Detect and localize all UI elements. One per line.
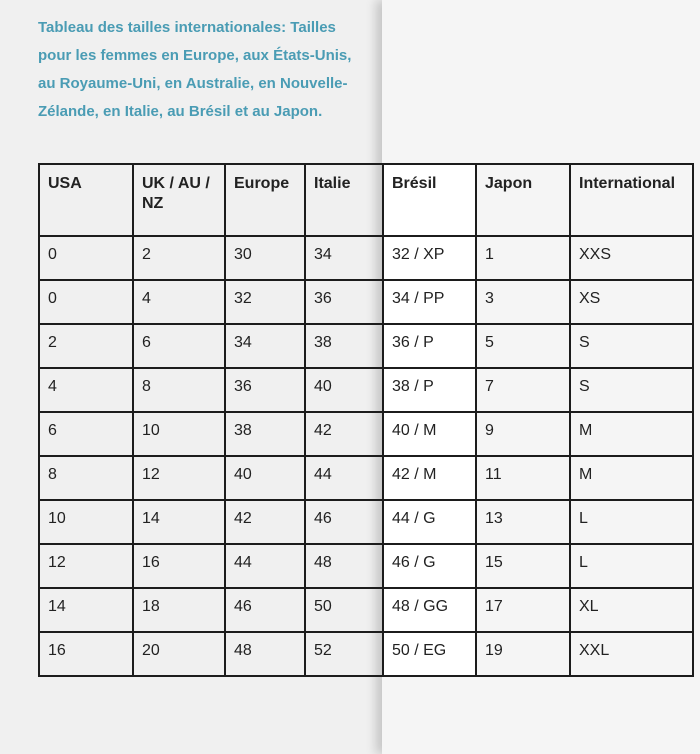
header-europe: Europe — [225, 164, 305, 236]
cell-italie: 44 — [305, 456, 383, 500]
cell-japon: 9 — [476, 412, 570, 456]
cell-usa: 0 — [39, 236, 133, 280]
header-uk-au-nz: UK / AU / NZ — [133, 164, 225, 236]
cell-bresil: 40 / M — [383, 412, 476, 456]
cell-international: XS — [570, 280, 693, 324]
cell-usa: 10 — [39, 500, 133, 544]
cell-italie: 42 — [305, 412, 383, 456]
cell-europe: 32 — [225, 280, 305, 324]
cell-usa: 4 — [39, 368, 133, 412]
cell-international: M — [570, 456, 693, 500]
cell-uk-au-nz: 16 — [133, 544, 225, 588]
table-caption: Tableau des tailles internationales: Tailles pour les femmes en Europe, aux États-Unis, au Royaume-Uni, en Australie, en Nouvelle-Zélande, en Italie, au Brésil et au Japon. — [38, 19, 352, 120]
cell-usa: 6 — [39, 412, 133, 456]
cell-uk-au-nz: 8 — [133, 368, 225, 412]
cell-europe: 44 — [225, 544, 305, 588]
cell-japon: 15 — [476, 544, 570, 588]
cell-japon: 1 — [476, 236, 570, 280]
cell-europe: 30 — [225, 236, 305, 280]
table-row — [39, 280, 693, 324]
cell-italie: 36 — [305, 280, 383, 324]
size-chart-table — [38, 163, 694, 677]
table-row — [39, 500, 693, 544]
cell-bresil: 46 / G — [383, 544, 476, 588]
cell-bresil: 48 / GG — [383, 588, 476, 632]
cell-europe: 36 — [225, 368, 305, 412]
cell-europe: 34 — [225, 324, 305, 368]
cell-usa: 14 — [39, 588, 133, 632]
header-italie: Italie — [305, 164, 383, 236]
cell-uk-au-nz: 18 — [133, 588, 225, 632]
cell-uk-au-nz: 10 — [133, 412, 225, 456]
cell-italie: 34 — [305, 236, 383, 280]
cell-uk-au-nz: 2 — [133, 236, 225, 280]
header-bresil: Brésil — [383, 164, 476, 236]
header-japon: Japon — [476, 164, 570, 236]
cell-international: L — [570, 500, 693, 544]
header-usa: USA — [39, 164, 133, 236]
table-row — [39, 412, 693, 456]
cell-international: S — [570, 324, 693, 368]
cell-europe: 48 — [225, 632, 305, 676]
cell-bresil: 32 / XP — [383, 236, 476, 280]
cell-uk-au-nz: 14 — [133, 500, 225, 544]
cell-italie: 40 — [305, 368, 383, 412]
cell-bresil: 44 / G — [383, 500, 476, 544]
cell-italie: 46 — [305, 500, 383, 544]
cell-usa: 12 — [39, 544, 133, 588]
cell-japon: 3 — [476, 280, 570, 324]
cell-japon: 13 — [476, 500, 570, 544]
table-row — [39, 632, 693, 676]
cell-usa: 2 — [39, 324, 133, 368]
cell-italie: 52 — [305, 632, 383, 676]
cell-japon: 5 — [476, 324, 570, 368]
cell-uk-au-nz: 12 — [133, 456, 225, 500]
table-row — [39, 236, 693, 280]
cell-international: XL — [570, 588, 693, 632]
cell-italie: 38 — [305, 324, 383, 368]
cell-international: S — [570, 368, 693, 412]
cell-bresil: 42 / M — [383, 456, 476, 500]
table-row — [39, 456, 693, 500]
cell-bresil: 36 / P — [383, 324, 476, 368]
header-international: International — [570, 164, 693, 236]
cell-international: M — [570, 412, 693, 456]
cell-europe: 42 — [225, 500, 305, 544]
cell-bresil: 50 / EG — [383, 632, 476, 676]
cell-japon: 7 — [476, 368, 570, 412]
cell-uk-au-nz: 6 — [133, 324, 225, 368]
cell-usa: 0 — [39, 280, 133, 324]
cell-usa: 16 — [39, 632, 133, 676]
cell-europe: 38 — [225, 412, 305, 456]
cell-italie: 50 — [305, 588, 383, 632]
cell-japon: 11 — [476, 456, 570, 500]
cell-international: XXS — [570, 236, 693, 280]
cell-bresil: 34 / PP — [383, 280, 476, 324]
cell-japon: 17 — [476, 588, 570, 632]
cell-bresil: 38 / P — [383, 368, 476, 412]
cell-international: L — [570, 544, 693, 588]
cell-uk-au-nz: 20 — [133, 632, 225, 676]
cell-italie: 48 — [305, 544, 383, 588]
table-row — [39, 368, 693, 412]
cell-usa: 8 — [39, 456, 133, 500]
cell-europe: 46 — [225, 588, 305, 632]
table-row — [39, 588, 693, 632]
table-row — [39, 324, 693, 368]
table-header-row — [39, 164, 693, 236]
cell-uk-au-nz: 4 — [133, 280, 225, 324]
cell-japon: 19 — [476, 632, 570, 676]
cell-europe: 40 — [225, 456, 305, 500]
cell-international: XXL — [570, 632, 693, 676]
table-row — [39, 544, 693, 588]
